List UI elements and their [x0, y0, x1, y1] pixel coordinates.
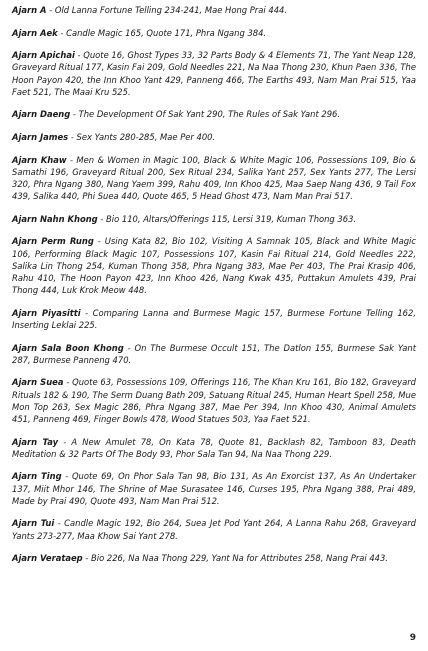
index-entry: [12, 552, 416, 564]
page-number: 9: [409, 633, 416, 643]
index-entry: [12, 307, 416, 331]
entry-name: Ajarn James: [12, 131, 69, 142]
entry-references: - Bio 226, Na Naa Thong 229, Yant Na for Attributes 258, Nang Prai 443.: [82, 553, 388, 564]
index-list: [12, 4, 416, 575]
entry-name: Ajarn A: [12, 5, 47, 15]
index-entry: [12, 235, 416, 296]
entry-name: Ajarn Apichai: [12, 50, 75, 61]
entry-name: Ajarn Piyasitti: [12, 307, 81, 318]
index-entry: [12, 470, 416, 507]
entry-name: Ajarn Aek: [12, 27, 58, 38]
entry-references: - Comparing Lanna and Burmese Magic 157, Burmese Fortune Telling 162, Inserting Leklai 225.: [12, 307, 416, 330]
entry-name: Ajarn Suea: [12, 377, 64, 388]
entry-references: - Candle Magic 165, Quote 171, Phra Ngang 384.: [57, 27, 267, 38]
entry-name: Ajarn Tay: [12, 436, 59, 447]
index-entry: [12, 108, 416, 120]
index-entry: [12, 4, 416, 16]
entry-name: Ajarn Nahn Khong: [12, 213, 98, 224]
index-entry: [12, 131, 416, 143]
entry-references: - Quote 16, Ghost Types 33, 32 Parts Body & 4 Elements 71, The Yant Neap 128, Graveyard Ritual 177, Kasin Fai 209, Gold Needles 221, Na Naa Thong 230, Khun Paen 336, The Hoon Payon 420, the Inn Khoo Yant 429, Panneng 466, The Earths 493, Nam Man Prai 515, Yaa Faet 521, The Maai Kru 525.: [12, 50, 416, 97]
entry-references: - A New Amulet 78, On Kata 78, Quote 81, Backlash 82, Tamboon 83, Death Meditation & 32 Parts Of The Body 93, Phor Sala Tan 94, Na Naa Thong 229.: [12, 436, 416, 459]
index-entry: [12, 342, 416, 366]
entry-references: - Men & Women in Magic 100, Black & White Magic 106, Possessions 109, Bio & Samathi 196, Graveyard Ritual 200, Sex Ritual 234, Salika Yant 257, Sex Yants 277, The Lersi 320, Phra Ngang 380, Nang Yaem 399, Rahu 409, Inn Khoo 425, Maa Saep Nang 436, 9 Tail Fox 439, Salika 440, Phi Suea 440, Quote 465, 5 Head Ghost 473, Nam Man Prai 517.: [12, 154, 416, 202]
entry-references: - Bio 110, Altars/Offerings 115, Lersi 319, Kuman Thong 363.: [97, 213, 357, 224]
entry-references: - The Development Of Sak Yant 290, The Rules of Sak Yant 296.: [70, 109, 341, 120]
entry-name: Ajarn Tui: [12, 518, 55, 529]
entry-name: Ajarn Khaw: [12, 154, 67, 165]
entry-name: Ajarn Verataep: [12, 553, 83, 564]
entry-name: Ajarn Daeng: [12, 109, 71, 120]
index-entry: [12, 27, 416, 39]
entry-references: - On The Burmese Occult 151, The Datlon 155, Burmese Sak Yant 287, Burmese Panneng 470.: [12, 342, 416, 365]
entry-references: - Candle Magic 192, Bio 264, Suea Jet Pod Yant 264, A Lanna Rahu 268, Graveyard Yants 273-277, Maa Khow Sai Yant 278.: [12, 518, 416, 541]
entry-name: Ajarn Ting: [12, 471, 62, 482]
entry-references: - Quote 63, Possessions 109, Offerings 116, The Khan Kru 161, Bio 182, Graveyard Rituals 182 & 190, The Serm Duang Bath 209, Satuang Ritual 245, Human Heart Spell 258, Mue Mon Top 263, Sex Magic 286, Phra Ngang 387, Mae Per 394, Inn Khoo 430, Animal Amulets 451, Panneng 469, Finger Bowls 478, Wood Statues 503, Yaa Faet 521.: [12, 377, 417, 424]
entry-references: - Using Kata 82, Bio 102, Visiting A Samnak 105, Black and White Magic 106, Performing Black Magic 107, Possessions 107, Kasin Fai Ritual 214, Gold Needles 222, Salika Lin Thong 254, Kuman Thong 358, Phra Ngang 383, Mae Per 403, The Prai Krasip 406, Rahu 410, The Hoon Payon 423, Inn Khoo 426, Nang Kwak 435, Puttakun Amulets 439, Prai Thong 444, Luk Krok Meow 448.: [12, 236, 416, 296]
index-entry: [12, 517, 416, 541]
entry-name: Ajarn Sala Boon Khong: [12, 342, 124, 353]
index-entry: [12, 213, 416, 225]
entry-references: - Old Lanna Fortune Telling 234-241, Mae Hong Prai 444.: [46, 5, 288, 15]
entry-references: - Sex Yants 280-285, Mae Per 400.: [68, 131, 216, 142]
index-entry: [12, 49, 416, 98]
index-entry: [12, 436, 416, 460]
index-entry: [12, 154, 416, 203]
entry-name: Ajarn Perm Rung: [12, 236, 94, 247]
entry-references: - Quote 69, On Phor Sala Tan 98, Bio 131, As An Exorcist 137, As An Undertaker 137, Miit Mhor 146, The Shrine of Mae Surasatee 146, Curses 195, Phra Ngang 388, Prai 489, Made by Prai 490, Quote 493, Nam Man Prai 512.: [12, 471, 416, 506]
index-entry: [12, 376, 416, 425]
